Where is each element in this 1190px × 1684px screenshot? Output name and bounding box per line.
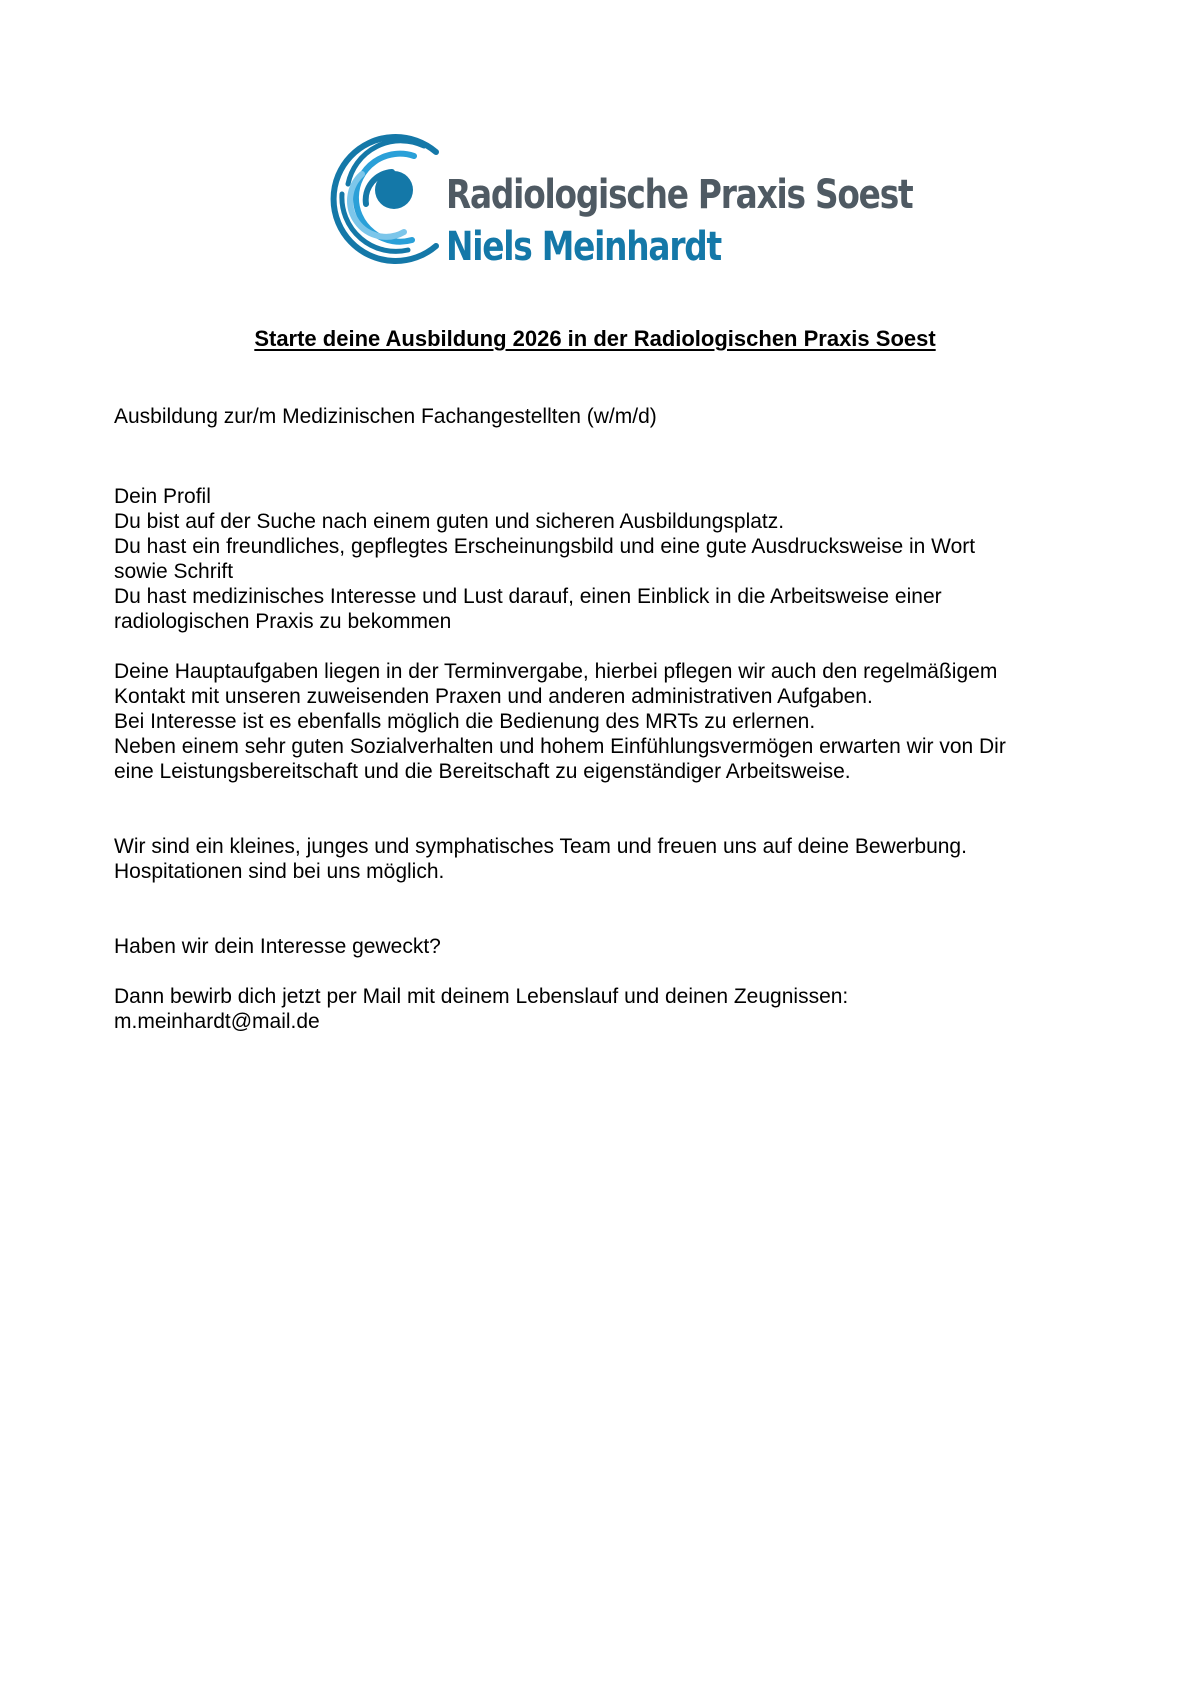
logo-practice-name: Radiologische Praxis Soest — [446, 172, 913, 218]
profile-line: Du hast medizinisches Interesse und Lust darauf, einen Einblick in die Arbeitsweise einer — [114, 585, 942, 608]
tasks-line: Neben einem sehr guten Sozialverhalten und hohem Einfühlungsvermögen erwarten wir von Dir — [114, 735, 1006, 758]
page-title — [0, 326, 1190, 352]
profile-title: Dein Profil — [114, 485, 211, 508]
radiology-rings-icon — [328, 124, 448, 274]
page-title-text: Starte deine Ausbildung 2026 in der Radiologischen Praxis Soest — [254, 326, 936, 351]
cta-apply: Dann bewirb dich jetzt per Mail mit deinem Lebenslauf und deinen Zeugnissen: — [114, 985, 849, 1008]
team-line: Wir sind ein kleines, junges und symphatisches Team und freuen uns auf deine Bewerbung. — [114, 835, 967, 858]
tasks-line: Kontakt mit unseren zuweisenden Praxen und anderen administrativen Aufgaben. — [114, 685, 873, 708]
tasks-line: Deine Hauptaufgaben liegen in der Terminvergabe, hierbei pflegen wir auch den regelmäßigem — [114, 660, 998, 683]
profile-line: radiologischen Praxis zu bekommen — [114, 610, 452, 633]
tasks-line: eine Leistungsbereitschaft und die Bereitschaft zu eigenständiger Arbeitsweise. — [114, 760, 851, 783]
cta-question: Haben wir dein Interesse geweckt? — [114, 935, 441, 958]
position-title: Ausbildung zur/m Medizinischen Fachangestellten (w/m/d) — [114, 405, 657, 428]
logo-doctor-name: Niels Meinhardt — [446, 224, 721, 270]
profile-line: Du bist auf der Suche nach einem guten und sicheren Ausbildungsplatz. — [114, 510, 785, 533]
contact-email[interactable]: m.meinhardt@mail.de — [114, 1010, 320, 1033]
practice-logo — [328, 124, 913, 274]
profile-line: Du hast ein freundliches, gepflegtes Erscheinungsbild und eine gute Ausdrucksweise in Wort — [114, 535, 976, 558]
tasks-line: Bei Interesse ist es ebenfalls möglich die Bedienung des MRTs zu erlernen. — [114, 710, 816, 733]
profile-line: sowie Schrift — [114, 560, 234, 583]
team-line: Hospitationen sind bei uns möglich. — [114, 860, 445, 883]
